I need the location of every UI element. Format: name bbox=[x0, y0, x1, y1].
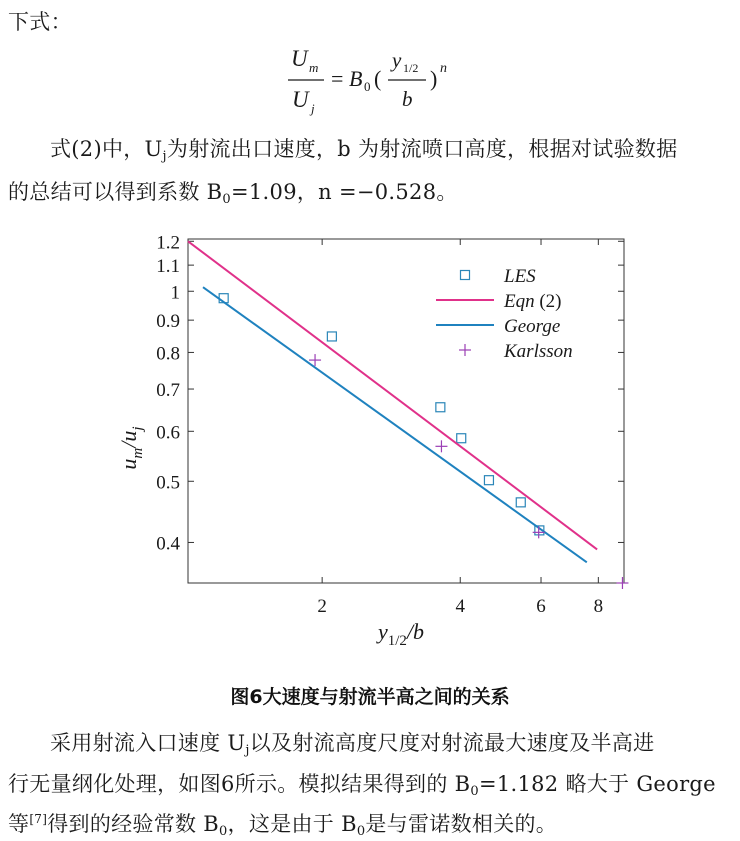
para2-line1 bbox=[50, 727, 654, 758]
para1-l2a: 的总结可以得到系数 B bbox=[8, 180, 223, 204]
y-axis-label bbox=[116, 426, 146, 469]
y-tick-label: 1 bbox=[170, 282, 180, 304]
para2-l2-sub: 0 bbox=[470, 784, 479, 799]
intro-text: 下式： bbox=[8, 10, 72, 34]
legend-swatch-les bbox=[461, 271, 470, 280]
para2-l3-sup: [7] bbox=[29, 812, 48, 826]
para2-l3-sub2: 0 bbox=[356, 824, 366, 839]
para2-l3d: 是与雷诺数相关的。 bbox=[365, 812, 558, 836]
y-tick-label: 0.5 bbox=[156, 472, 180, 494]
point-karlsson bbox=[616, 577, 628, 589]
figure-caption: 图6大速度与射流半高之间的关系 bbox=[230, 686, 510, 708]
y-tick-label: 0.7 bbox=[156, 380, 180, 402]
legend-swatch-karlsson bbox=[459, 344, 471, 356]
x-tick-label: 4 bbox=[455, 596, 465, 617]
x-tick-label: 6 bbox=[536, 596, 546, 617]
legend-label-karlsson: Karlsson bbox=[504, 341, 573, 362]
formula-coef-sub: 0 bbox=[364, 79, 371, 94]
x-axis-label-tail: /b bbox=[406, 619, 425, 644]
chart-legend bbox=[436, 266, 573, 362]
para2-l2a: 行无量纲化处理，如图6所示。模拟结果得到的 B bbox=[8, 772, 471, 796]
para1-line1 bbox=[50, 133, 678, 164]
legend-label-les: LES bbox=[504, 266, 536, 287]
para1-l1-sub: j bbox=[162, 149, 167, 164]
formula-lhs-num-sub: m bbox=[309, 60, 319, 75]
chart bbox=[0, 215, 740, 675]
para2-l2b: =1.182 略大于 George bbox=[478, 772, 716, 796]
formula bbox=[0, 0, 740, 120]
y-axis-label-a-sub: m bbox=[130, 447, 146, 459]
para1-l2b: =1.09，n =−0.528。 bbox=[231, 180, 458, 204]
para2-l1-sub: j bbox=[245, 743, 250, 758]
series-line-eqn bbox=[188, 241, 597, 549]
point-les bbox=[436, 403, 445, 412]
x-axis-label-main: y bbox=[378, 619, 388, 644]
y-axis-label-b-sub: j bbox=[130, 426, 146, 431]
para2-l3c: ，这是由于 B bbox=[227, 812, 357, 836]
y-axis-label-a: u bbox=[116, 458, 141, 470]
formula-lhs-den-sub: j bbox=[311, 101, 315, 116]
para2-l3-sub: 0 bbox=[219, 824, 228, 839]
y-tick-label: 1.2 bbox=[156, 232, 180, 254]
x-axis-label-sub: 1/2 bbox=[387, 633, 407, 649]
legend-label-george: George bbox=[504, 316, 561, 337]
legend-label-eqn: Eqn (2) bbox=[504, 291, 562, 312]
para1-l2-sub: 0 bbox=[222, 192, 231, 207]
para1-l1a: 式(2)中，U bbox=[50, 137, 163, 161]
y-tick-label: 1.1 bbox=[156, 256, 180, 278]
formula-frac-num-sub: 1/2 bbox=[403, 61, 419, 75]
formula-frac-den: b bbox=[402, 87, 413, 111]
formula-lhs-den: U bbox=[292, 87, 309, 112]
axis-ticks bbox=[156, 232, 624, 617]
point-les bbox=[457, 434, 466, 443]
formula-frac-num: y bbox=[392, 48, 402, 72]
para2-l1b: 以及射流高度尺度对射流最大速度及半高进 bbox=[249, 731, 655, 755]
para2-line2 bbox=[8, 768, 716, 799]
formula-equals: = bbox=[331, 66, 344, 91]
point-les bbox=[484, 476, 493, 485]
y-axis-label-slash: / bbox=[116, 441, 141, 448]
plot-area bbox=[188, 241, 628, 589]
para2-l1a: 采用射流入口速度 U bbox=[50, 731, 246, 755]
para2-l3a: 等 bbox=[8, 812, 30, 836]
x-tick-label: 2 bbox=[317, 596, 327, 617]
para2-line3 bbox=[8, 808, 557, 839]
y-axis-label-b: u bbox=[116, 430, 141, 442]
point-les bbox=[516, 498, 525, 507]
x-tick-label: 8 bbox=[593, 596, 604, 617]
y-tick-label: 0.4 bbox=[156, 533, 180, 555]
para1-l1b: 为射流出口速度，b 为射流喷口高度，根据对试验数据 bbox=[166, 137, 678, 161]
y-tick-label: 0.9 bbox=[156, 311, 180, 333]
formula-open-paren: ( bbox=[374, 66, 382, 91]
point-les bbox=[327, 332, 336, 341]
para2-l3b: 得到的经验常数 B bbox=[47, 812, 220, 836]
formula-lhs-num: U bbox=[291, 46, 308, 71]
para1-line2 bbox=[8, 176, 458, 207]
formula-exponent: n bbox=[440, 61, 447, 76]
y-tick-label: 0.8 bbox=[156, 343, 180, 365]
point-karlsson bbox=[435, 440, 447, 452]
formula-close-paren: ) bbox=[430, 66, 438, 91]
formula-coef: B bbox=[349, 66, 363, 91]
x-axis-label bbox=[376, 619, 424, 649]
y-tick-label: 0.6 bbox=[156, 422, 180, 444]
